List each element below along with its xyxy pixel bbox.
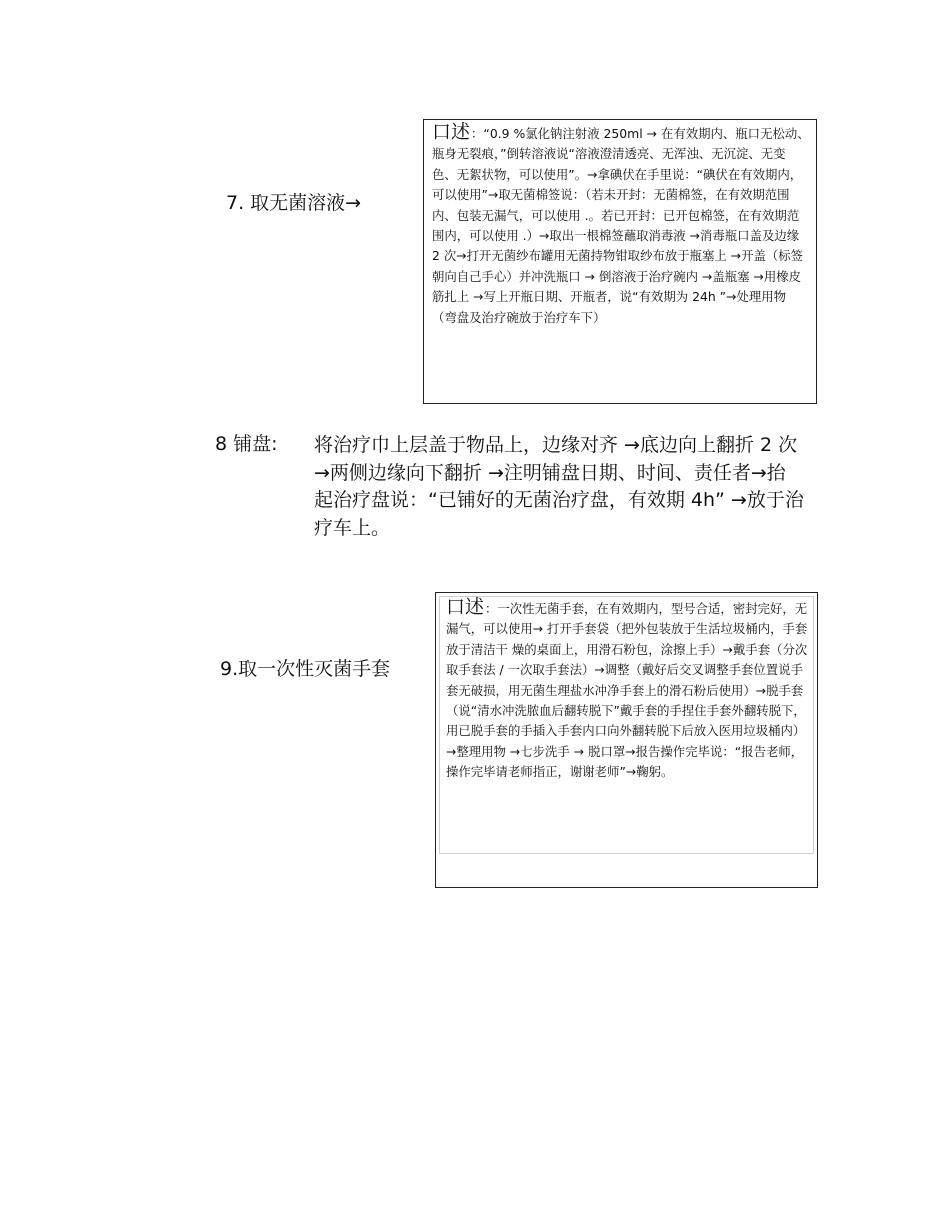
step9-narration-box xyxy=(435,592,818,888)
step7-narration-lead: 口述 xyxy=(432,121,471,143)
step9-narration-text: ：一次性无菌手套，在有效期内，型号合适，密封完好，无漏气，可以使用→ 打开手套袋（把外包装放于生活垃圾桶内，手套放于清洁干 燥的桌面上，用滑石粉包，涂擦上手）→戴手套（分次取手套法 / 一次取手套法）→调整（戴好后交叉调整手套位置说手套无破损，用无菌生理盐水冲净手套上的滑石粉后使用）→脱手套（说“清水冲洗脓血后翻转脱下”戴手套的手捏住手套外翻转脱下，用已脱手套的手插入手套内口向外翻转脱下后放入医用垃圾桶内）→整理用物 →七步洗手 → 脱口罩→报告操作完毕说：“报告老师，操作完毕请老师指正，谢谢老师”→鞠躬。 xyxy=(446,601,808,780)
step7-narration-text: ：“0.9 %氯化钠注射液 250ml → 在有效期内、瓶口无松动、瓶身无裂痕，”倒转溶液说“溶液澄清透亮、无浑浊、无沉淀、无变色、无絮状物，可以使用”。→拿碘伏在手里说：“碘伏在有效期内，可以使用”→取无菌棉签说：（若未开封：无菌棉签，在有效期范围内、包装无漏气，可以使用 .。若已开封：已开包棉签，在有效期范围内，可以使用 .）→取出一根棉签蘸取消毒液 →消毒瓶口盖及边缘 2 次→打开无菌纱布罐用无菌持物钳取纱布放于瓶塞上 →开盖（标签朝向自己手心）并冲洗瓶口 → 倒溶液于治疗碗内 →盖瓶塞 →用橡皮筋扎上 →写上开瓶日期、开瓶者，说“有效期为 24h ”→处理用物（弯盘及治疗碗放于治疗车下） xyxy=(432,126,810,325)
step8-label: 8 铺盘: xyxy=(215,433,278,455)
step9-narration-lead: 口述 xyxy=(446,596,485,618)
step9-label: 9.取一次性灭菌手套 xyxy=(220,658,391,680)
step9-narration-inner-frame xyxy=(439,596,814,854)
step8-text: 将治疗巾上层盖于物品上，边缘对齐 →底边向上翻折 2 次→两侧边缘向下翻折 →注明铺盘日期、时间、责任者→抬起治疗盘说：“已铺好的无菌治疗盘，有效期 4h” →放于治疗车上。 xyxy=(314,434,804,539)
step7-narration-box xyxy=(423,119,817,404)
step7-label: 7. 取无菌溶液→ xyxy=(226,192,362,214)
